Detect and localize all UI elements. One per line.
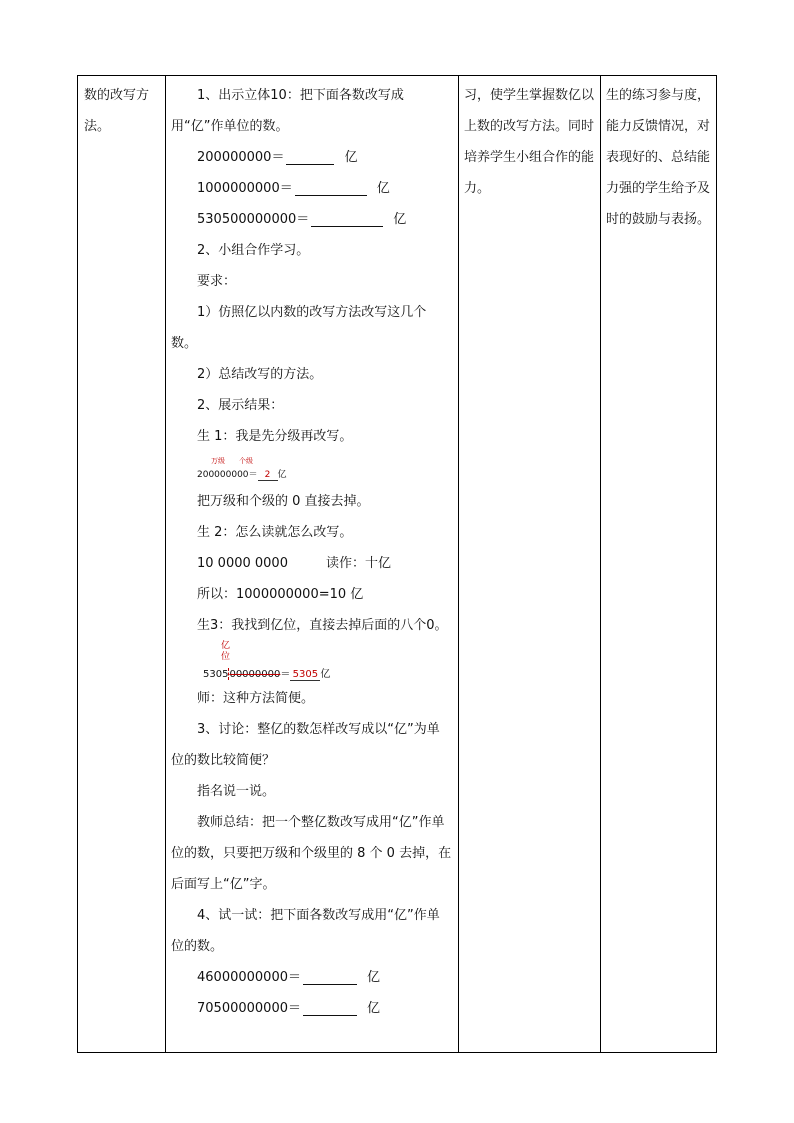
show-results-text: 2、展示结果： [197,398,284,413]
yi-position-answer: 5305 [290,669,320,681]
answer-blank[interactable] [286,150,334,165]
wan-level-label: 万级 [211,457,225,465]
ge-level-label: 个级 [239,457,253,465]
topic-column [78,76,165,1052]
yi-position-label: 亿位 [221,641,231,662]
exercise-row: 46000000000＝ 亿 [197,970,380,985]
teaching-process-column [165,76,458,1052]
student2-conclusion: 所以：1000000000=10 亿 [197,587,364,602]
answer-blank[interactable] [295,181,367,196]
grouping-figure [197,452,452,486]
answer-blank[interactable] [311,212,383,227]
exercise-row: 70500000000＝ 亿 [197,1001,380,1016]
student2-number-row: 10 0000 0000 读作：十亿 [197,556,391,571]
grouping-equation: 200000000＝ 2 亿 [197,470,287,480]
evaluation-text: 生的练习参与度，能力反馈情况，对表现好的、总结能力强的学生给予及时的鼓励与表扬。 [606,88,711,227]
student2-text: 生 2：怎么读就怎么改写。 [197,525,353,540]
student1-explain: 把万级和个级的 0 直接去掉。 [197,494,370,509]
answer-blank[interactable] [303,1001,357,1016]
teacher-comment: 师：这种方法简便。 [197,691,315,706]
call-text: 指名说一说。 [197,784,276,799]
exercise-row: 1000000000＝ 亿 [197,181,390,196]
design-intent-column [458,76,600,1052]
answer-blank[interactable] [303,970,357,985]
yi-position-figure [197,641,452,683]
group-study-text: 2、小组合作学习。 [197,243,310,258]
teacher-summary: 教师总结：把一个整亿数改写成用“亿”作单位的数，只要把万级和个级里的 8 个 0 去掉，在后面写上“亿”字。 [171,815,452,892]
topic-text: 数的改写方法。 [84,88,150,134]
design-intent-text: 习，使学生掌握数亿以上数的改写方法。同时培养学生小组合作的能力。 [464,88,595,196]
requirement-1: 1）仿照亿以内数的改写方法改写这几个数。 [171,305,427,351]
exercise-row: 530500000000＝ 亿 [197,212,407,227]
lesson-plan-table [77,75,717,1053]
requirement-2: 2）总结改写的方法。 [197,367,323,382]
evaluation-column [600,76,718,1052]
try-it-text: 4、试一试：把下面各数改写成用“亿”作单位的数。 [171,908,440,954]
discussion-text: 3、讨论：整亿的数怎样改写成以“亿”为单位的数比较简便？ [171,722,440,768]
intro-text: 1、出示立体10：把下面各数改写成用“亿”作单位的数。 [171,88,404,134]
yi-position-equation: 530500000000＝ 5305 亿 [203,669,331,680]
grouping-answer: 2 [258,470,278,481]
exercise-row: 200000000＝ 亿 [197,150,358,165]
student1-text: 生 1：我是先分级再改写。 [197,429,353,444]
requirement-title: 要求： [197,274,237,289]
student3-text: 生3：我找到亿位，直接去掉后面的八个0。 [197,618,448,633]
